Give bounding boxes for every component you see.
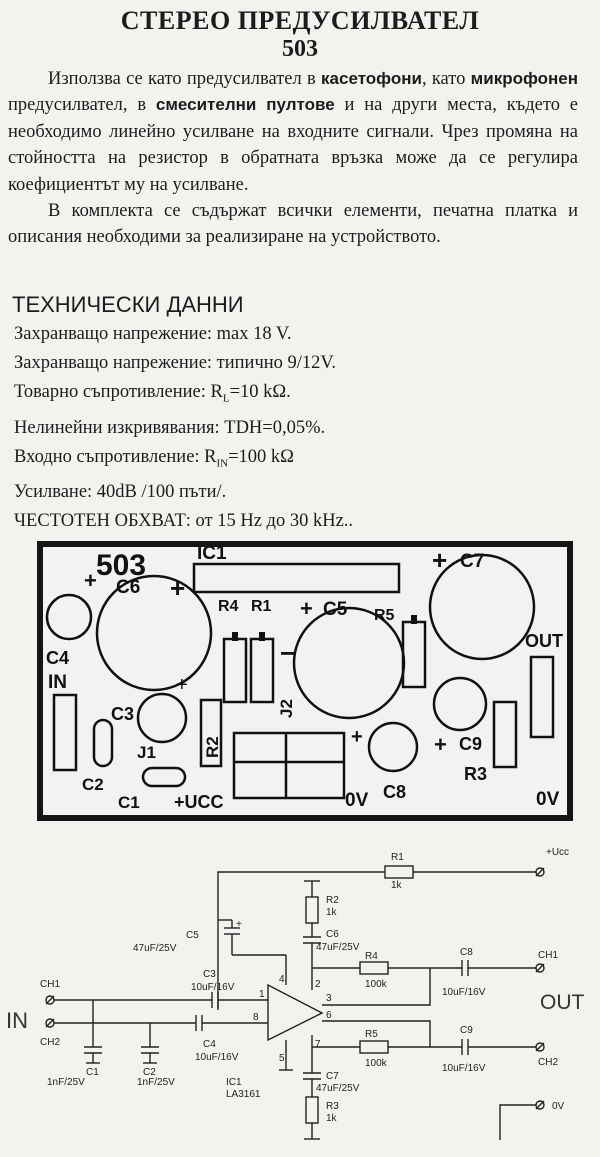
- description-paragraph-1: [8, 66, 578, 198]
- pad: [259, 632, 265, 641]
- pcb-label-r3: R3: [464, 764, 488, 784]
- c9-value: 10uF/16V: [442, 1063, 486, 1074]
- pcb-plus-sign: +: [434, 732, 447, 757]
- pcb-label-j2: J2: [277, 699, 296, 718]
- pcb-label-c3: C3: [111, 704, 135, 724]
- ch2-in-label: CH2: [40, 1037, 61, 1048]
- r4-symbol: [360, 962, 388, 974]
- r1-symbol: [385, 866, 413, 878]
- pcb-plus-sign: +: [432, 545, 448, 575]
- header: [0, 6, 600, 62]
- r5-value: 100k: [365, 1058, 387, 1069]
- spec-text: Входно съпротивление: R: [14, 446, 217, 467]
- r2-value: 1k: [326, 907, 337, 918]
- spec-subscript: L: [222, 392, 230, 405]
- schematic-diagram: [0, 835, 600, 1157]
- c7-name: C7: [326, 1071, 339, 1082]
- r3-value: 1k: [326, 1113, 337, 1124]
- c3-name: C3: [203, 969, 216, 980]
- r5-symbol: [360, 1041, 388, 1053]
- pin-8: 8: [253, 1012, 259, 1023]
- r5-name: R5: [365, 1029, 378, 1040]
- r4-name: R4: [365, 951, 378, 962]
- bold-term: смесителни пултове: [155, 95, 335, 115]
- c6-value: 47uF/25V: [316, 942, 360, 953]
- pcb-label-r1: R1: [251, 598, 272, 615]
- spec-supply-max: Захранващо напрежение: max 18 V.: [14, 324, 292, 344]
- pcb-plus-sign: +: [300, 596, 313, 621]
- c5-name: C5: [186, 930, 199, 941]
- ch1-in-label: CH1: [40, 979, 61, 990]
- pin-7: 7: [315, 1039, 321, 1050]
- r1-value: 1k: [391, 880, 402, 891]
- pad: [232, 632, 238, 641]
- r4-value: 100k: [365, 979, 387, 990]
- pcb-label-in: IN: [48, 672, 67, 693]
- bold-term: касетофони: [321, 69, 422, 88]
- pcb-label-r4: R4: [218, 598, 239, 615]
- ic1-part: LA3161: [226, 1089, 261, 1100]
- technical-specs: [8, 290, 588, 536]
- spec-input-resistance: [14, 443, 588, 479]
- pcb-label-c6: C6: [116, 577, 141, 598]
- r1-name: R1: [391, 852, 404, 863]
- model-number: 503: [282, 36, 318, 62]
- description: [8, 66, 578, 251]
- pad: [411, 615, 417, 624]
- pcb-plus-sign: +: [170, 573, 186, 603]
- pcb-label-j1: J1: [137, 743, 156, 762]
- out-label: OUT: [540, 991, 585, 1014]
- text-fragment: и на други места, където е необходимо линейно усилване на входните сигнали. Чрез промяна на стойността на резистор в обратната връзка може да се регулира коефициентът му на усилване.: [8, 95, 578, 195]
- pcb-label-c7: C7: [460, 551, 485, 572]
- ic1-name: IC1: [226, 1077, 242, 1088]
- pcb-plus-sign: +: [351, 726, 363, 748]
- c4-value: 10uF/16V: [195, 1052, 239, 1063]
- pcb-label-c8: C8: [383, 782, 407, 802]
- pcb-plus-sign: +: [84, 568, 97, 593]
- pcb-label-c5: C5: [323, 599, 348, 620]
- c4-name: C4: [203, 1039, 216, 1050]
- r3-symbol: [306, 1097, 318, 1123]
- spec-subscript: IN: [216, 457, 229, 470]
- pcb-label-0v: 0V: [536, 789, 560, 810]
- spec-text: Товарно съпротивление: R: [14, 382, 223, 402]
- spec-supply-typical: Захранващо напрежение: типично 9/12V.: [14, 353, 337, 373]
- c9-name: C9: [460, 1025, 473, 1036]
- pin-4: 4: [279, 974, 285, 985]
- pcb-label-c1: C1: [118, 793, 140, 812]
- c2-name: C2: [143, 1067, 156, 1078]
- pin-1: 1: [259, 989, 265, 1000]
- bold-term: микрофонен: [470, 69, 579, 88]
- c6-name: C6: [326, 929, 339, 940]
- pin-5: 5: [279, 1053, 285, 1064]
- pin-6: 6: [326, 1010, 332, 1021]
- spec-thd: Нелинейни изкривявания: TDH=0,05%.: [14, 417, 326, 438]
- pcb-label-r2: R2: [203, 736, 222, 758]
- spec-text: =10 kΩ.: [229, 382, 291, 402]
- pcb-label-r5: R5: [374, 607, 395, 624]
- c1-name: C1: [86, 1067, 99, 1078]
- in-label: IN: [6, 1008, 28, 1033]
- r3-name: R3: [326, 1101, 339, 1112]
- text-fragment: , като: [421, 69, 471, 89]
- c8-value: 10uF/16V: [442, 987, 486, 998]
- pin-3: 3: [326, 993, 332, 1004]
- ic1-symbol: [268, 985, 322, 1040]
- c8-name: C8: [460, 947, 473, 958]
- text-fragment: предусилвател, в: [8, 95, 156, 116]
- pcb-plus-sign: +: [176, 674, 188, 696]
- pcb-label-c4: C4: [46, 648, 70, 668]
- spec-gain: Усилване: 40dB /100 пъти/.: [14, 482, 227, 503]
- pcb-label-0v-mid: 0V: [345, 790, 369, 811]
- wire-0v: [500, 1105, 536, 1140]
- pcb-minus-sign: −: [280, 638, 296, 668]
- c3-value: 10uF/16V: [191, 982, 235, 993]
- 0v-label: 0V: [552, 1101, 565, 1112]
- c1-value: 1nF/25V: [47, 1077, 85, 1088]
- c7-value: 47uF/25V: [316, 1083, 360, 1094]
- pcb-label-ic1: IC1: [197, 543, 227, 564]
- pcb-label-c2: C2: [82, 775, 104, 794]
- specs-title: ТЕХНИЧЕСКИ ДАННИ: [12, 292, 244, 317]
- spec-load-resistance: [14, 378, 588, 414]
- spec-frequency-range: ЧЕСТОТЕН ОБХВАТ: от 15 Hz до 30 kHz..: [14, 511, 354, 532]
- page-title: СТЕРЕО ПРЕДУСИЛВАТЕЛ: [120, 6, 480, 35]
- vcc-label: +Ucc: [546, 847, 570, 858]
- text-fragment: Използва се като предусилвател в: [48, 69, 322, 89]
- pin-2: 2: [315, 979, 321, 990]
- pcb-label-out: OUT: [525, 631, 563, 651]
- c2-value: 1nF/25V: [137, 1077, 175, 1088]
- ch1-out-label: CH1: [538, 950, 559, 961]
- r2-name: R2: [326, 895, 339, 906]
- wire-vcc-rail: [218, 872, 385, 1010]
- description-paragraph-2: В комплекта се съдържат всички елементи, печатна платка и описания необходими за реализиране на устройството.: [8, 201, 578, 248]
- c5-value: 47uF/25V: [133, 943, 177, 954]
- ch2-out-label: CH2: [538, 1057, 559, 1068]
- spec-text: =100 kΩ: [228, 446, 294, 467]
- pcb-layout: [36, 540, 574, 822]
- r2-symbol: [306, 897, 318, 923]
- pcb-board-label: 503: [96, 549, 147, 582]
- c5-plus: +: [236, 919, 242, 930]
- pcb-label-vcc: +UCC: [174, 792, 224, 812]
- pcb-label-c9: C9: [459, 734, 483, 754]
